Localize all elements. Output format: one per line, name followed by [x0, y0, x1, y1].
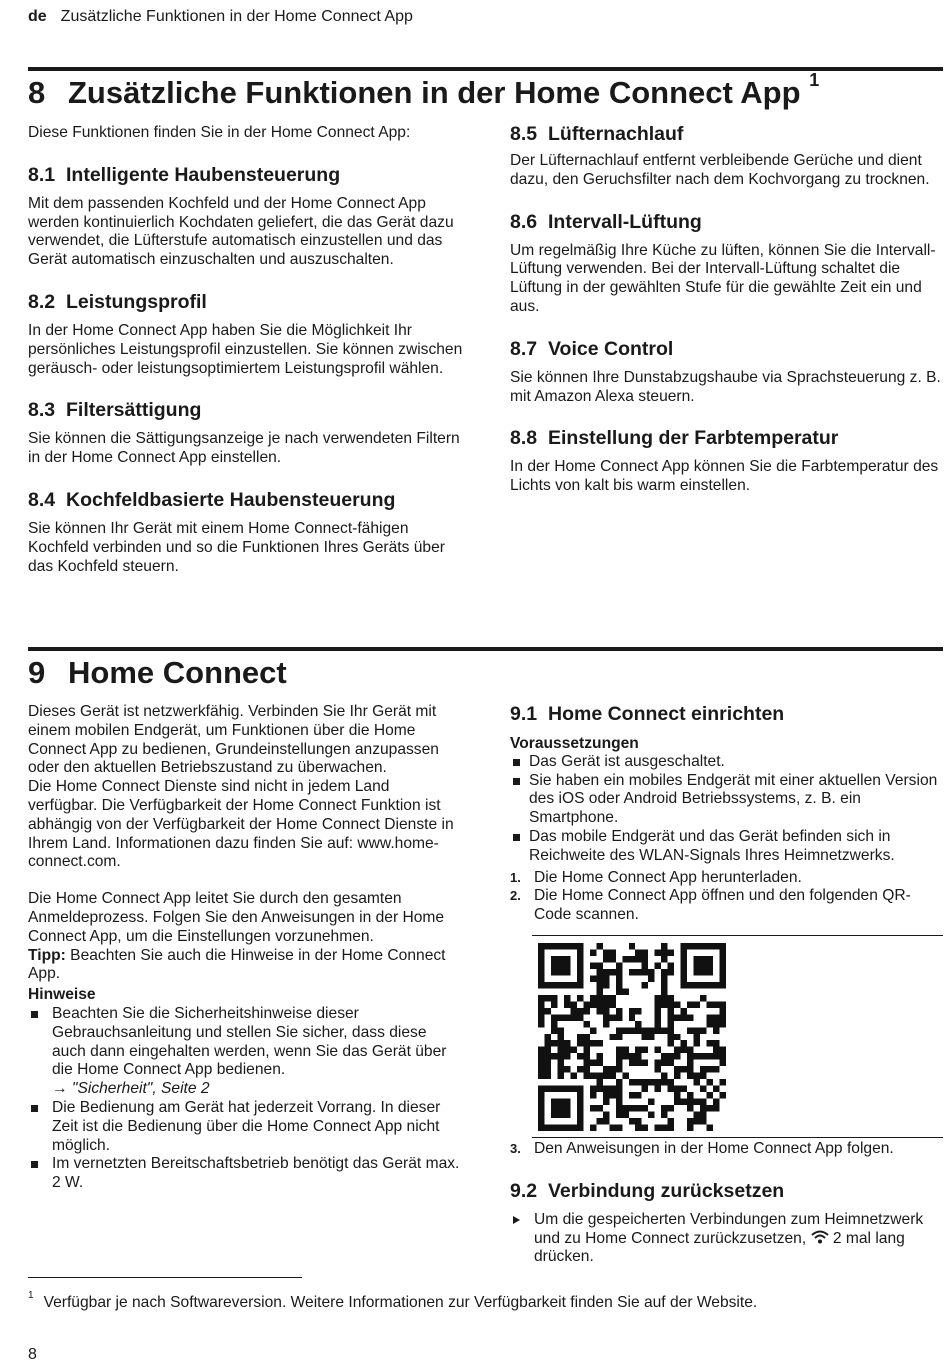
chapter-9-left-column [28, 703, 460, 1193]
reset-instruction [510, 1211, 943, 1267]
tip-label: Tipp: [28, 946, 66, 964]
chapter-8-right-column [510, 122, 943, 496]
section-title: Intervall-Lüftung [548, 210, 702, 233]
list-item [28, 1005, 460, 1099]
chapter-9-right-column [510, 702, 943, 925]
section-number: 8.2 [28, 290, 56, 313]
list-item: Im vernetzten Bereitschaftsbetrieb benötigt das Gerät max. 2 W. [28, 1155, 460, 1193]
chapter-9-title: Home Connect [68, 655, 287, 690]
notes-label: Hinweise [28, 986, 96, 1004]
section-8-1-heading [28, 163, 468, 187]
section-8-4-heading [28, 488, 468, 512]
chapter-8-number: 8 [28, 75, 46, 110]
tip-text: Beachten Sie auch die Hinweise in der Home Connect App. [28, 946, 446, 983]
section-title: Intelligente Haubensteuerung [66, 163, 341, 186]
section-number: 9.2 [510, 1179, 538, 1202]
chapter-9-heading [28, 655, 287, 691]
section-title: Kochfeldbasierte Haubensteuerung [66, 488, 396, 511]
section-number: 8.6 [510, 210, 538, 233]
requirements-list [510, 753, 943, 866]
list-item: Das Gerät ist ausgeschaltet. [510, 753, 943, 772]
chapter-8-heading [28, 69, 820, 111]
header-lang: de [28, 8, 47, 25]
step-item [510, 869, 943, 888]
section-number: 8.4 [28, 488, 56, 511]
section-8-6-body: Um regelmäßig Ihre Küche zu lüften, können Sie die Intervall-Lüftung verwenden. Bei der Intervall-Lüftung schaltet die Lüftung in der gewählten Stufe für die gewählte Zeit ein und aus. [510, 241, 936, 315]
chapter-9-rule [28, 647, 943, 651]
section-number: 8.7 [510, 337, 538, 360]
section-8-2-body: In der Home Connect App haben Sie die Möglichkeit Ihr persönliches Leistungsprofil einzustellen. Sie können zwischen geräusch- oder leistungsoptimiertem Leistungsprofil wählen. [28, 321, 463, 377]
section-number: 8.3 [28, 399, 56, 422]
section-number: 9.1 [510, 703, 538, 725]
chapter-8-rule [28, 67, 943, 71]
chapter-9-paragraph-3: Die Home Connect App leitet Sie durch den gesamten Anmeldeprozess. Folgen Sie den Anweisungen in der Home Connect App, um die Einstellungen vorzunehmen. [28, 890, 445, 945]
tip-paragraph [28, 947, 460, 985]
footnote-text: Verfügbar je nach Softwareversion. Weitere Informationen zur Verfügbarkeit finden Sie auf der Website. [43, 1294, 758, 1312]
section-8-8-body: In der Home Connect App können Sie die Farbtemperatur des Lichts von kalt bis warm einstellen. [510, 458, 939, 495]
notes-list [28, 1005, 460, 1193]
list-item: Sie haben ein mobiles Endgerät mit einer aktuellen Version des iOS oder Android Betriebssystems, z. B. ein Smartphone. [510, 772, 943, 828]
wifi-icon [811, 1230, 829, 1244]
section-title: Einstellung der Farbtemperatur [548, 427, 839, 450]
qr-code-image [538, 943, 726, 1131]
header-title: Zusätzliche Funktionen in der Home Connect App [60, 8, 413, 25]
qr-bottom-rule [532, 1137, 943, 1138]
footnote [28, 1290, 758, 1312]
chapter-8-title: Zusätzliche Funktionen in der Home Connect App [68, 75, 801, 110]
section-8-5-heading [510, 122, 943, 146]
section-number: 8.8 [510, 427, 538, 450]
step-text: Den Anweisungen in der Home Connect App folgen. [534, 1140, 894, 1157]
section-number: 8.5 [510, 123, 538, 145]
footnote-marker[interactable]: 1 [809, 69, 820, 90]
qr-top-rule [532, 935, 943, 936]
page-number: 8 [28, 1346, 37, 1363]
section-8-2-heading [28, 290, 468, 314]
running-header [28, 8, 413, 26]
section-title: Home Connect einrichten [548, 703, 785, 725]
step-number: 3. [510, 1141, 521, 1156]
step-text: Die Home Connect App herunterladen. [534, 868, 802, 886]
step-number: 2. [510, 888, 521, 904]
step-number: 1. [510, 869, 521, 885]
chapter-9-paragraph-1: Dieses Gerät ist netzwerkfähig. Verbinden Sie Ihr Gerät mit einem mobilen Endgerät, um Funktionen über die Home Connect App zu bedienen, Grundeinstellungen anzupassen oder den aktuellen Betriebszustand zu überwachen. [28, 703, 439, 777]
chapter-9-number: 9 [28, 655, 46, 690]
safety-reference-link[interactable]: → "Sicherheit", Seite 2 [52, 1080, 210, 1098]
section-title: Lüfternachlauf [548, 123, 684, 145]
section-8-5-body: Der Lüfternachlauf entfernt verbleibende Gerüche und dient dazu, den Geruchsfilter nach dem Kochvorgang zu trocknen. [510, 152, 930, 188]
section-8-7-body: Sie können Ihre Dunstabzugshaube via Sprachsteuerung z. B. mit Amazon Alexa steuern. [510, 368, 941, 405]
step-item [510, 887, 943, 925]
section-title: Filtersättigung [66, 399, 202, 422]
setup-steps [510, 869, 943, 925]
note-text: Beachten Sie die Sicherheitshinweise dieser Gebrauchsanleitung und stellen Sie sicher, dass diese auch dann eingehalten werden, wenn Sie das Gerät über die Home Connect App bedienen. [52, 1004, 447, 1079]
reset-instruction-text: Um die gespeicherten Verbindungen zum Heimnetzwerk und zu Home Connect zurückzusetzen, [534, 1210, 924, 1247]
section-title: Verbindung zurücksetzen [548, 1179, 785, 1202]
footnote-number: 1 [28, 1290, 34, 1301]
section-8-4-body: Sie können Ihr Gerät mit einem Home Connect-fähigen Kochfeld verbinden und so die Funktionen Ihres Geräts über das Kochfeld steuern. [28, 519, 445, 575]
chapter-8-intro: Diese Funktionen finden Sie in der Home Connect App: [28, 124, 411, 141]
chapter-9-paragraph-2: Die Home Connect Dienste sind nicht in jedem Land verfügbar. Die Verfügbarkeit der Home Connect Funktion ist abhängig von der Verfügbarkeit der Home Connect Dienste in Ihrem Land. Informationen dazu finden Sie auf: www.home-connect.com. [28, 778, 454, 871]
step-text: Die Home Connect App öffnen und den folgenden QR-Code scannen. [534, 887, 911, 924]
section-9-2-heading [510, 1179, 943, 1203]
section-8-1-body: Mit dem passenden Kochfeld und der Home Connect App werden kontinuierlich Kochdaten geliefert, die das Gerät dazu verwendet, die Lüfterstufe automatisch einzustellen und das Gerät automatisch einzuschalten und auszuschalten. [28, 194, 454, 269]
chapter-9-right-column-lower [510, 1140, 943, 1267]
list-item: Die Bedienung am Gerät hat jederzeit Vorrang. In dieser Zeit ist die Bedienung über die Home Connect App nicht möglich. [28, 1099, 460, 1155]
section-number: 8.1 [28, 163, 56, 186]
section-8-7-heading [510, 337, 943, 361]
reset-instruction-text-end: 2 mal lang drücken. [534, 1229, 905, 1266]
section-9-1-heading [510, 702, 943, 726]
section-8-8-heading [510, 426, 943, 450]
section-8-3-body: Sie können die Sättigungsanzeige je nach verwendeten Filtern in der Home Connect App einstellen. [28, 430, 460, 467]
section-title: Leistungsprofil [66, 290, 207, 313]
section-8-6-heading [510, 210, 943, 234]
section-8-3-heading [28, 398, 468, 422]
list-item: Das mobile Endgerät und das Gerät befinden sich in Reichweite des WLAN-Signals Ihres Heimnetzwerks. [510, 828, 943, 866]
chapter-8-left-column [28, 124, 468, 576]
requirements-label: Voraussetzungen [510, 735, 639, 752]
section-title: Voice Control [548, 337, 674, 360]
footnote-rule [28, 1277, 302, 1278]
setup-steps-continued [510, 1140, 943, 1159]
step-item [510, 1140, 943, 1159]
